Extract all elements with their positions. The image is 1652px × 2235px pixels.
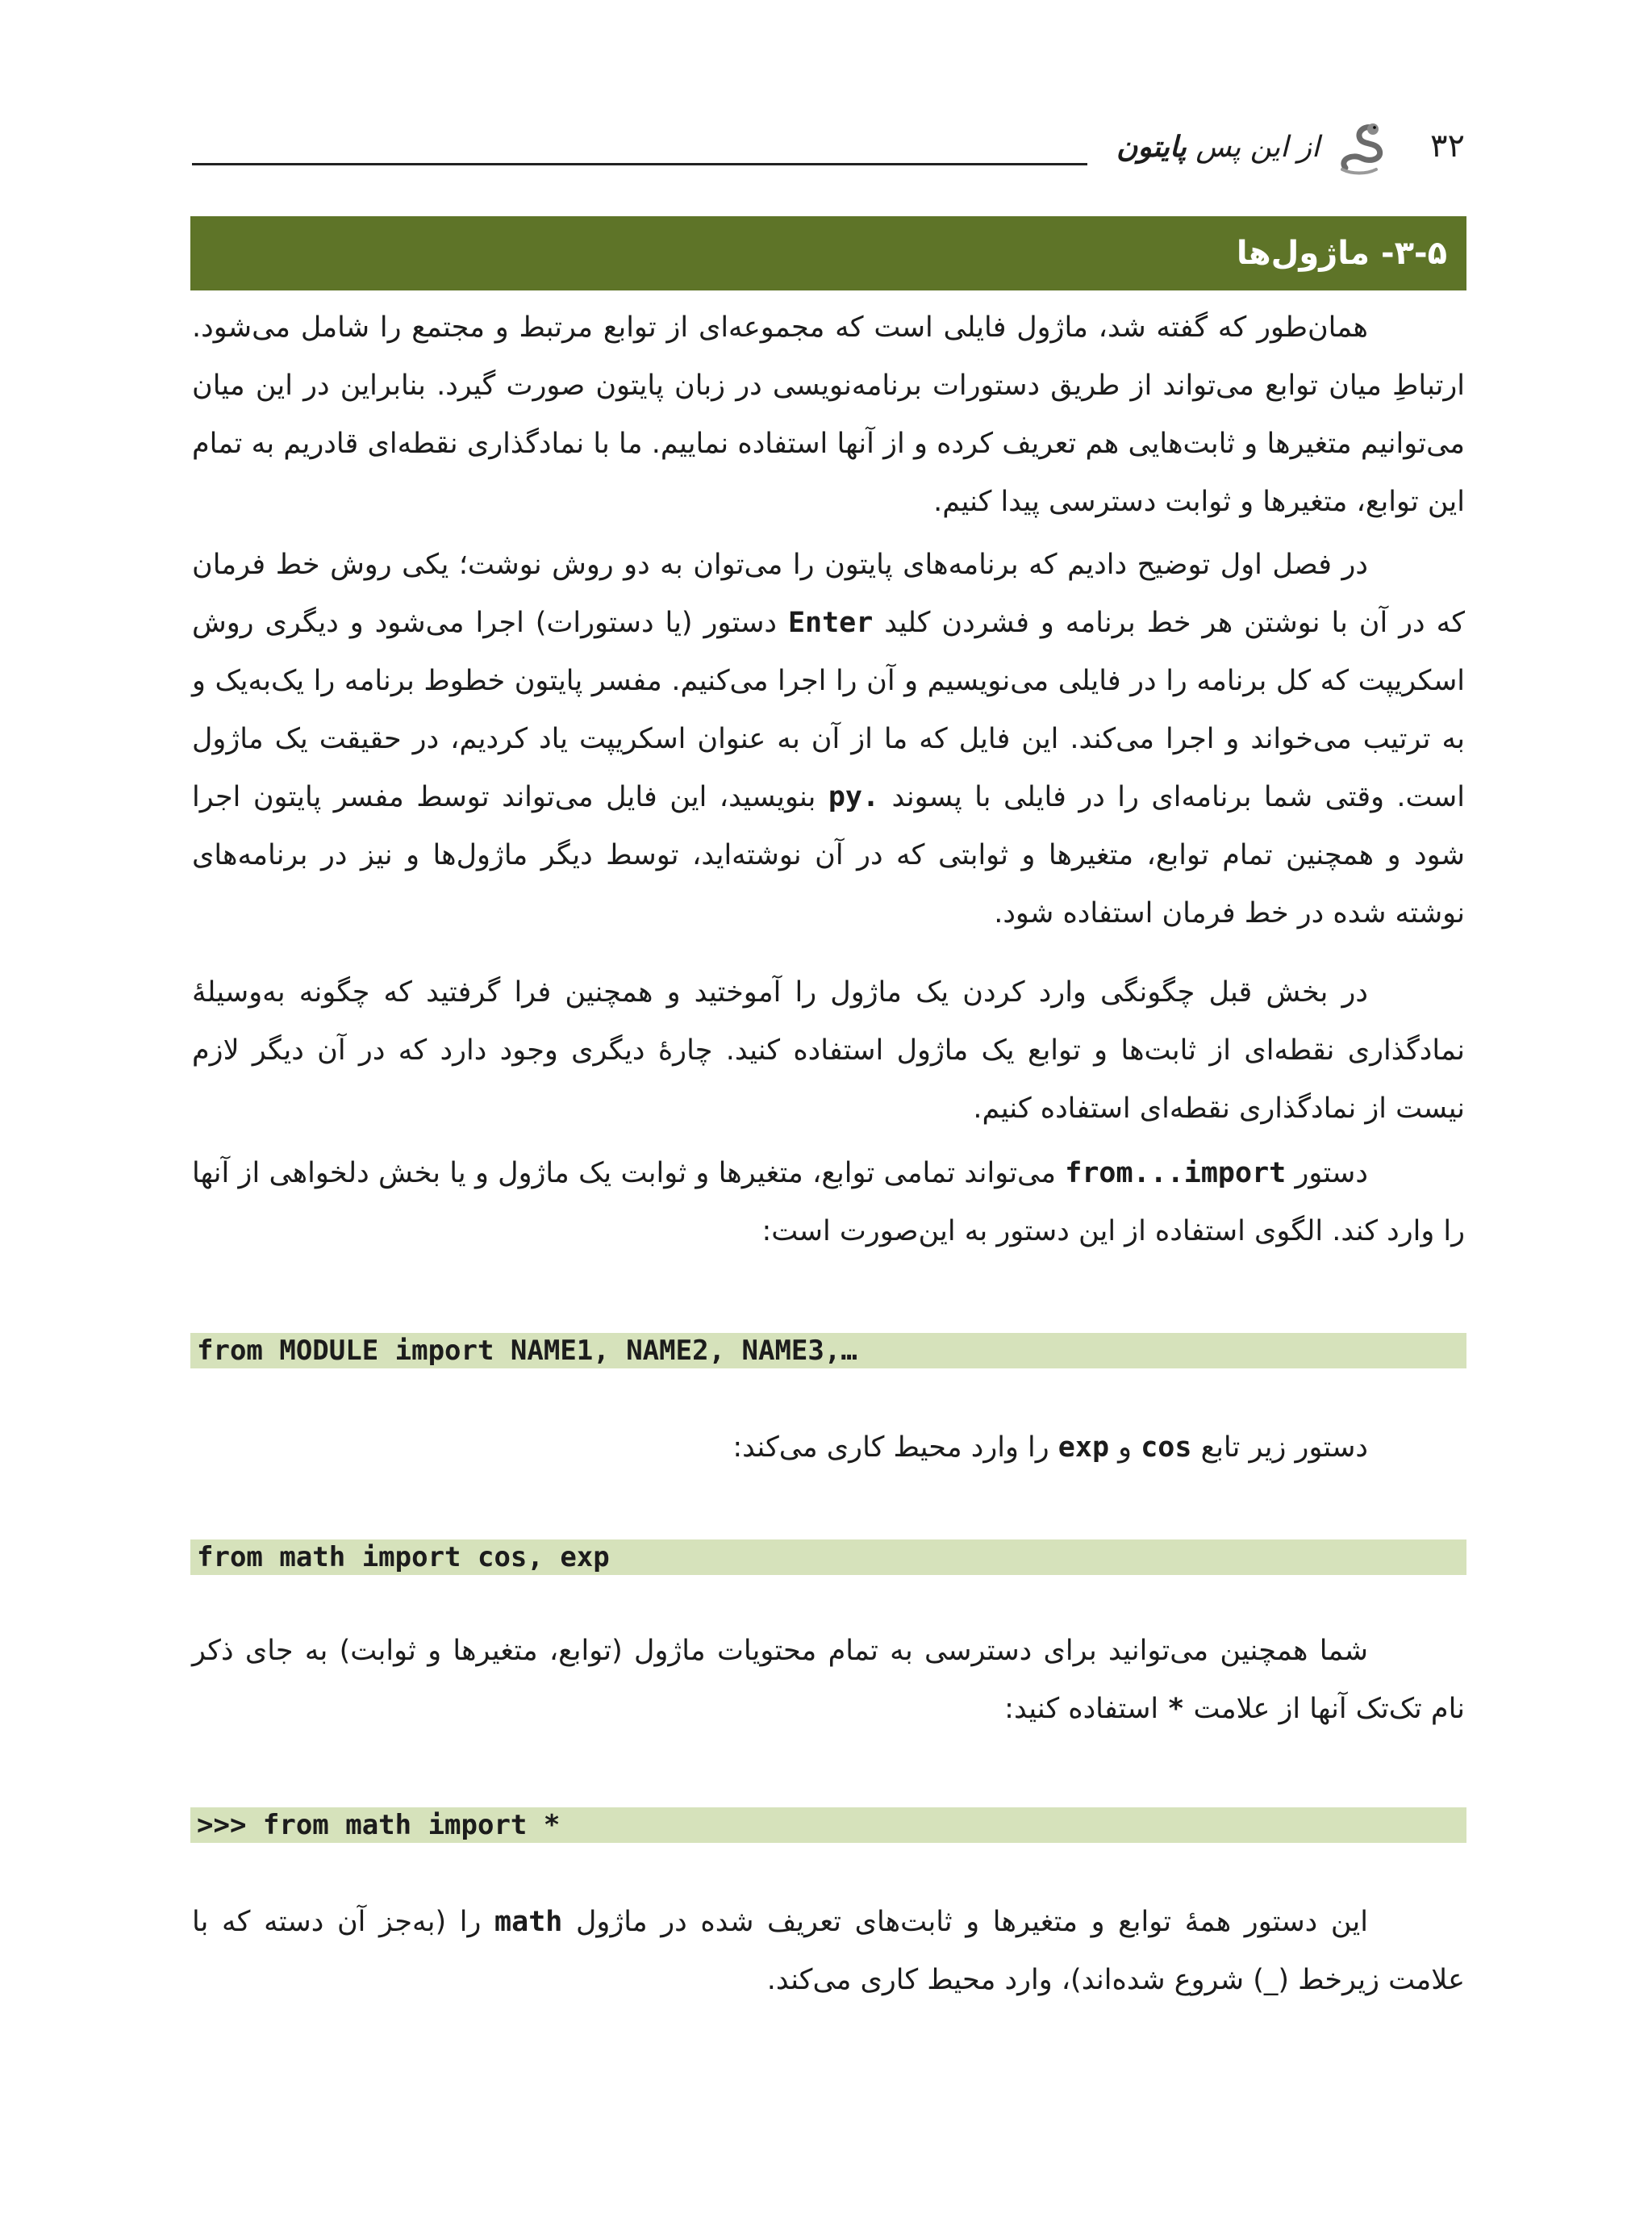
paragraph-math-import	[192, 1893, 1465, 2009]
paragraph-star-import	[192, 1622, 1465, 1738]
page-header	[192, 121, 1465, 178]
paragraph-text: بنویسید، این فایل می‌تواند توسط مفسر پایتون اجرا شود و همچنین تمام توابع، متغیرها و ثوابتی که در آن نوشته‌اید، توسط دیگر ماژول‌ها و نیز در برنامه‌های نوشته شده در خط فرمان استفاده شود.	[192, 781, 1465, 930]
cos-keyword: cos	[1141, 1431, 1192, 1464]
paragraph-text: استفاده کنید:	[1004, 1693, 1159, 1725]
paragraph-intro: همان‌طور که گفته شد، ماژول فایلی است که مجموعه‌ای از توابع مرتبط و مجتمع را شامل می‌شود. ارتباطِ میان توابع می‌تواند از طریق دستورات برنامه‌نویسی در زبان پایتون صورت گیرد. بنابراین در این میان می‌توانیم متغیرها و ثابت‌هایی هم تعریف کرده و از آنها استفاده نماییم. ما با نمادگذاری نقطه‌ای قادریم به تمام این توابع، متغیرها و ثوابت دسترسی پیدا کنیم.	[192, 311, 1465, 518]
from-import-keyword: from...import	[1065, 1157, 1287, 1189]
paragraph-cos-exp	[192, 1418, 1465, 1477]
paragraph-text: را وارد محیط کاری می‌کند:	[732, 1431, 1049, 1464]
paragraph-text: دستور زیر تابع	[1200, 1431, 1368, 1464]
running-title-prefix: از این پس	[1195, 131, 1320, 164]
math-keyword: math	[494, 1906, 563, 1938]
paragraph-text: این دستور همهٔ توابع و متغیرها و ثابت‌های تعریف شده در ماژول	[575, 1906, 1368, 1938]
paragraph-dot-notation: در بخش قبل چگونگی وارد کردن یک ماژول را آموختید و همچنین فرا گرفتید که چگونه به‌وسیلهٔ نمادگذاری نقطه‌ای از ثابت‌ها و توابع یک ماژول استفاده کنید. چارهٔ دیگری وجود دارد که در آن دیگر لازم نیست از نمادگذاری نقطه‌ای استفاده کنیم.	[192, 976, 1465, 1125]
code-block-cos-exp: from math import cos, exp	[190, 1539, 1466, 1575]
section-heading: ۳-۵- ماژول‌ها	[190, 216, 1466, 290]
header-rule	[192, 163, 1087, 165]
py-extension: .py	[828, 781, 880, 813]
code-block-star-import: >>> from math import *	[190, 1807, 1466, 1843]
paragraph-script-mode	[192, 536, 1465, 942]
paragraph-text: دستور	[1295, 1157, 1368, 1189]
paragraph-text: و	[1118, 1431, 1133, 1464]
star-symbol: *	[1167, 1693, 1185, 1725]
running-title-brand: پایتون	[1116, 131, 1187, 164]
paragraph-text: شما همچنین می‌توانید برای دسترسی به تمام محتویات ماژول (توابع، متغیرها و ثوابت) به جای ذکر نام تک‌تک آنها از علامت	[192, 1635, 1465, 1725]
paragraph-text: دستور (یا دستورات) اجرا می‌شود و دیگری روش اسکریپت که کل برنامه را در فایلی می‌نویسیم و آن را اجرا می‌کنیم. مفسر پایتون خطوط برنامه را یک‌به‌یک و به ترتیب می‌خواند و اجرا می‌کند. این فایل که ما از آن به عنوان اسکریپت یاد کردیم، در حقیقت یک ماژول است. وقتی شما برنامه‌ای را در فایلی با پسوند	[192, 607, 1465, 813]
code-block-pattern: from MODULE import NAME1, NAME2, NAME3,…	[190, 1333, 1466, 1368]
paragraph-text: در فصل اول توضیح دادیم که برنامه‌های پایتون را می‌توان به دو روش نوشت؛ یکی روش خط فرمان که در آن با نوشتن هر خط برنامه و فشردن کلید	[192, 549, 1466, 639]
paragraph-from-import	[192, 1144, 1465, 1260]
enter-key-label: Enter	[787, 607, 874, 639]
paragraph-text: را (به‌جز آن دسته که با علامت زیرخط (_) شروع شده‌اند)، وارد محیط کاری می‌کند.	[192, 1906, 1465, 1996]
running-title	[1116, 131, 1320, 164]
page-number: ۳۲	[1430, 127, 1465, 165]
exp-keyword: exp	[1058, 1431, 1110, 1464]
snake-icon	[1334, 121, 1391, 178]
paragraph-text: می‌تواند تمامی توابع، متغیرها و ثوابت یک ماژول و یا بخش دلخواهی از آنها را وارد کند. الگوی استفاده از این دستور به این‌صورت است:	[192, 1157, 1465, 1247]
